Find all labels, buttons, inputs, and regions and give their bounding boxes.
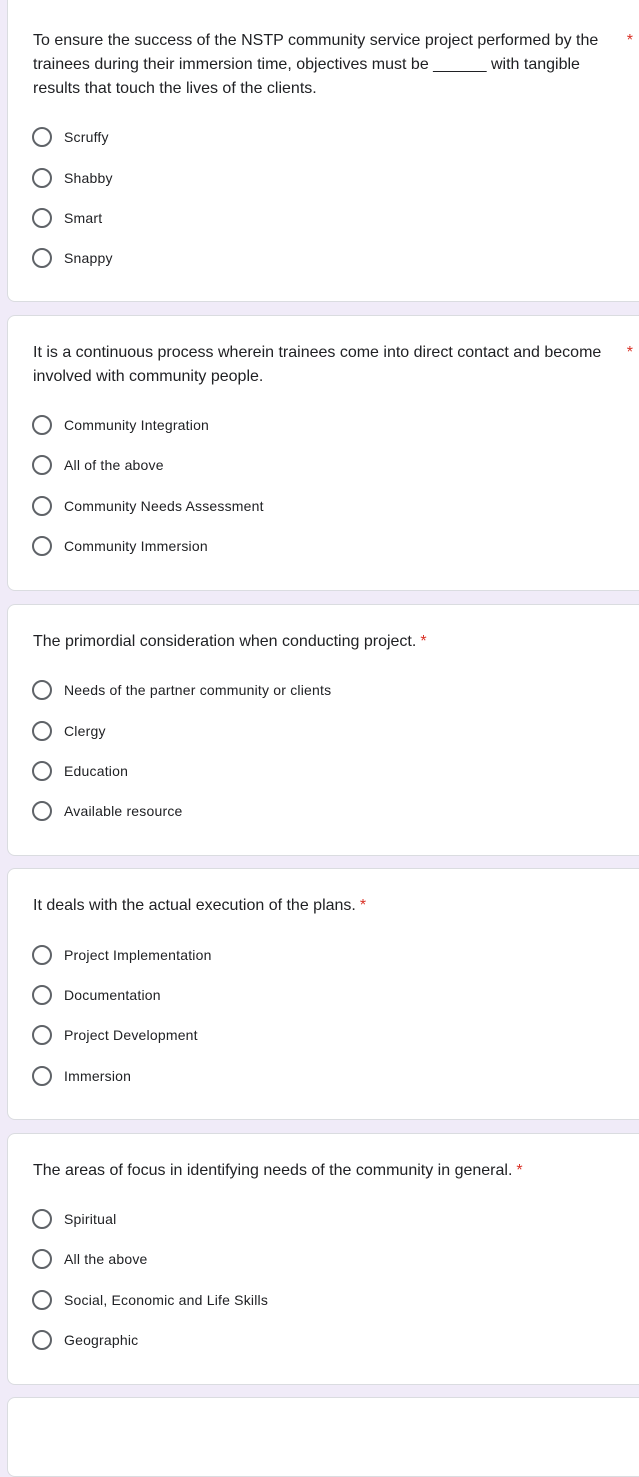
option-label: Immersion bbox=[64, 1068, 132, 1084]
question-card-4 bbox=[7, 868, 639, 1120]
required-asterisk: * bbox=[626, 344, 633, 361]
option-label: Snappy bbox=[64, 250, 113, 266]
radio-option-smart[interactable] bbox=[32, 206, 102, 230]
radio-option-community-integration[interactable] bbox=[32, 413, 209, 437]
radio-option-scruffy[interactable] bbox=[32, 125, 109, 149]
radio-option-documentation[interactable] bbox=[32, 983, 161, 1007]
radio-option-project-implementation[interactable] bbox=[32, 943, 212, 967]
option-label: All the above bbox=[64, 1251, 148, 1267]
option-label: Community Needs Assessment bbox=[64, 498, 264, 514]
radio-button-icon[interactable] bbox=[32, 455, 52, 475]
radio-button-icon[interactable] bbox=[32, 985, 52, 1005]
question-card-1 bbox=[7, 0, 639, 302]
option-label: Shabby bbox=[64, 170, 113, 186]
question-card-6 bbox=[7, 1397, 639, 1477]
question-title-2 bbox=[33, 341, 633, 389]
question-text: It is a continuous process wherein trainees come into direct contact and become involved with community people. bbox=[33, 344, 602, 385]
option-label: Education bbox=[64, 763, 129, 779]
option-label: Available resource bbox=[64, 803, 183, 819]
option-label: Clergy bbox=[64, 723, 106, 739]
radio-option-education[interactable] bbox=[32, 759, 128, 783]
required-asterisk: * bbox=[626, 32, 633, 49]
radio-button-icon[interactable] bbox=[32, 127, 52, 147]
question-card-3 bbox=[7, 604, 639, 856]
radio-option-spiritual[interactable] bbox=[32, 1207, 116, 1231]
option-label: Community Integration bbox=[64, 417, 210, 433]
radio-button-icon[interactable] bbox=[32, 761, 52, 781]
question-title-4 bbox=[33, 894, 613, 918]
question-title-3 bbox=[33, 630, 613, 654]
question-text: To ensure the success of the NSTP community service project performed by the trainees during their immersion time, objectives must be ______ with tangible results that touch the lives of the clients. bbox=[33, 32, 599, 97]
radio-button-icon[interactable] bbox=[32, 1249, 52, 1269]
radio-button-icon[interactable] bbox=[32, 1025, 52, 1045]
radio-option-community-needs-assessment[interactable] bbox=[32, 494, 264, 518]
question-text: It deals with the actual execution of the plans. bbox=[33, 897, 356, 914]
radio-button-icon[interactable] bbox=[32, 680, 52, 700]
radio-option-snappy[interactable] bbox=[32, 246, 113, 270]
option-label: Spiritual bbox=[64, 1211, 117, 1227]
question-title-5 bbox=[33, 1159, 613, 1183]
radio-button-icon[interactable] bbox=[32, 208, 52, 228]
radio-button-icon[interactable] bbox=[32, 721, 52, 741]
radio-button-icon[interactable] bbox=[32, 415, 52, 435]
radio-button-icon[interactable] bbox=[32, 801, 52, 821]
option-label: Needs of the partner community or clients bbox=[64, 682, 332, 698]
radio-button-icon[interactable] bbox=[32, 1066, 52, 1086]
option-label: Project Development bbox=[64, 1027, 198, 1043]
option-label: Geographic bbox=[64, 1332, 139, 1348]
radio-option-community-immersion[interactable] bbox=[32, 534, 208, 558]
radio-option-needs-of-partner-community[interactable] bbox=[32, 678, 331, 702]
question-card-5 bbox=[7, 1133, 639, 1385]
radio-button-icon[interactable] bbox=[32, 536, 52, 556]
option-label: Documentation bbox=[64, 987, 161, 1003]
question-text: The areas of focus in identifying needs of the community in general. bbox=[33, 1162, 513, 1179]
radio-button-icon[interactable] bbox=[32, 496, 52, 516]
radio-option-project-development[interactable] bbox=[32, 1023, 198, 1047]
radio-option-clergy[interactable] bbox=[32, 719, 106, 743]
radio-option-geographic[interactable] bbox=[32, 1328, 138, 1352]
radio-button-icon[interactable] bbox=[32, 248, 52, 268]
radio-option-immersion[interactable] bbox=[32, 1064, 131, 1088]
question-title-1 bbox=[33, 29, 633, 101]
radio-option-all-the-above[interactable] bbox=[32, 1247, 148, 1271]
option-label: Social, Economic and Life Skills bbox=[64, 1292, 269, 1308]
radio-button-icon[interactable] bbox=[32, 945, 52, 965]
option-label: Scruffy bbox=[64, 129, 109, 145]
option-label: Community Immersion bbox=[64, 538, 208, 554]
question-text: The primordial consideration when conducting project. bbox=[33, 633, 417, 650]
radio-button-icon[interactable] bbox=[32, 1290, 52, 1310]
radio-button-icon[interactable] bbox=[32, 1330, 52, 1350]
option-label: Project Implementation bbox=[64, 947, 212, 963]
option-label: All of the above bbox=[64, 457, 164, 473]
question-card-2 bbox=[7, 315, 639, 591]
radio-button-icon[interactable] bbox=[32, 1209, 52, 1229]
radio-button-icon[interactable] bbox=[32, 168, 52, 188]
required-asterisk: * bbox=[420, 633, 427, 650]
radio-option-shabby[interactable] bbox=[32, 166, 113, 190]
radio-option-social-economic-life-skills[interactable] bbox=[32, 1288, 268, 1312]
radio-option-available-resource[interactable] bbox=[32, 799, 183, 823]
required-asterisk: * bbox=[359, 897, 367, 914]
radio-option-all-of-the-above[interactable] bbox=[32, 453, 164, 477]
required-asterisk: * bbox=[516, 1162, 523, 1179]
option-label: Smart bbox=[64, 210, 103, 226]
